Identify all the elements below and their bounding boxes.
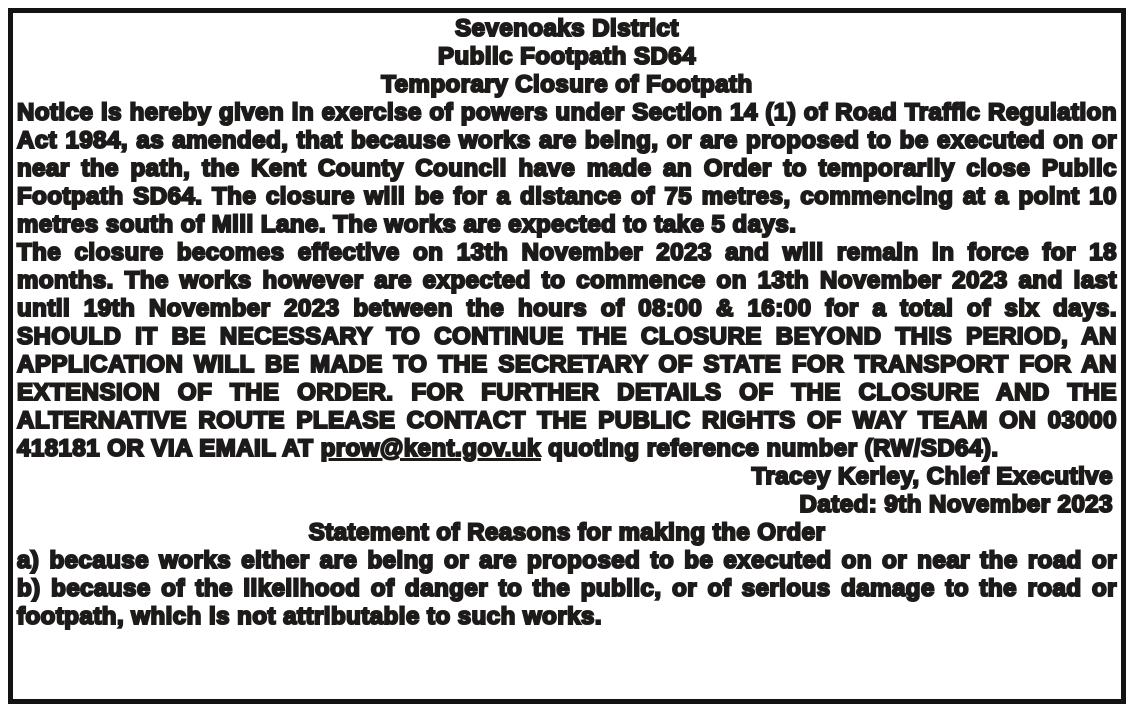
details-caps-section: SHOULD IT BE NECESSARY TO CONTINUE THE CLOSURE BEYOND THIS PERIOD, AN APPLICATION WILL BE MADE TO THE SECRETARY OF STATE FOR TRANSPORT FOR AN EXTENSION OF THE ORDER. FOR FURTHER DETAILS OF THE CLOSURE AND THE ALTERNATIVE ROUTE PLEASE CONTACT THE PUBLIC RIGHTS OF WAY TEAM ON 03000 418181 OR VIA EMAIL AT <box>17 323 1117 462</box>
details-normal-end: quoting reference number (RW/SD64). <box>540 435 999 462</box>
signature-dated: Dated: 9th November 2023 <box>799 491 1113 518</box>
header-district-line: Sevenoaks District <box>455 15 679 42</box>
signature-name-title: Tracey Kerley, Chief Executive <box>751 463 1113 490</box>
signature-block <box>17 463 1117 519</box>
contact-email-link[interactable]: prow@kent.gov.uk <box>320 435 541 462</box>
intro-paragraph: Notice is hereby given in exercise of powers under Section 14 (1) of Road Traffic Regulation Act 1984, as amended, that because works are being, or are proposed to be executed on or near the path, the Kent County Council have made an Order to temporarily close Public Footpath SD64. The closure will be for a distance of 75 metres, commencing at a point 10 metres south of Mill Lane. The works are expected to take 5 days. <box>17 99 1117 238</box>
page-border <box>8 8 1126 704</box>
reason-item-a: a) because works either are being or are proposed to be executed on or near the road or <box>17 547 1117 574</box>
header-closure-line: Temporary Closure of Footpath <box>381 71 753 98</box>
details-normal-start: The closure becomes effective on 13th November 2023 and will remain in force for 18 months. The works however are expected to commence on 13th November 2023 and last until 19th November 2023 between the hours of 08:00 & 16:00 for a total of six days. <box>17 239 1117 322</box>
reasons-heading: Statement of Reasons for making the Order <box>308 519 826 546</box>
details-paragraph <box>17 239 1117 463</box>
reason-item-b: b) because of the likelihood of danger to the public, or of serious damage to the road or footpath, which is not attributable to such works. <box>17 575 1117 630</box>
header-path-line: Public Footpath SD64 <box>437 43 696 70</box>
